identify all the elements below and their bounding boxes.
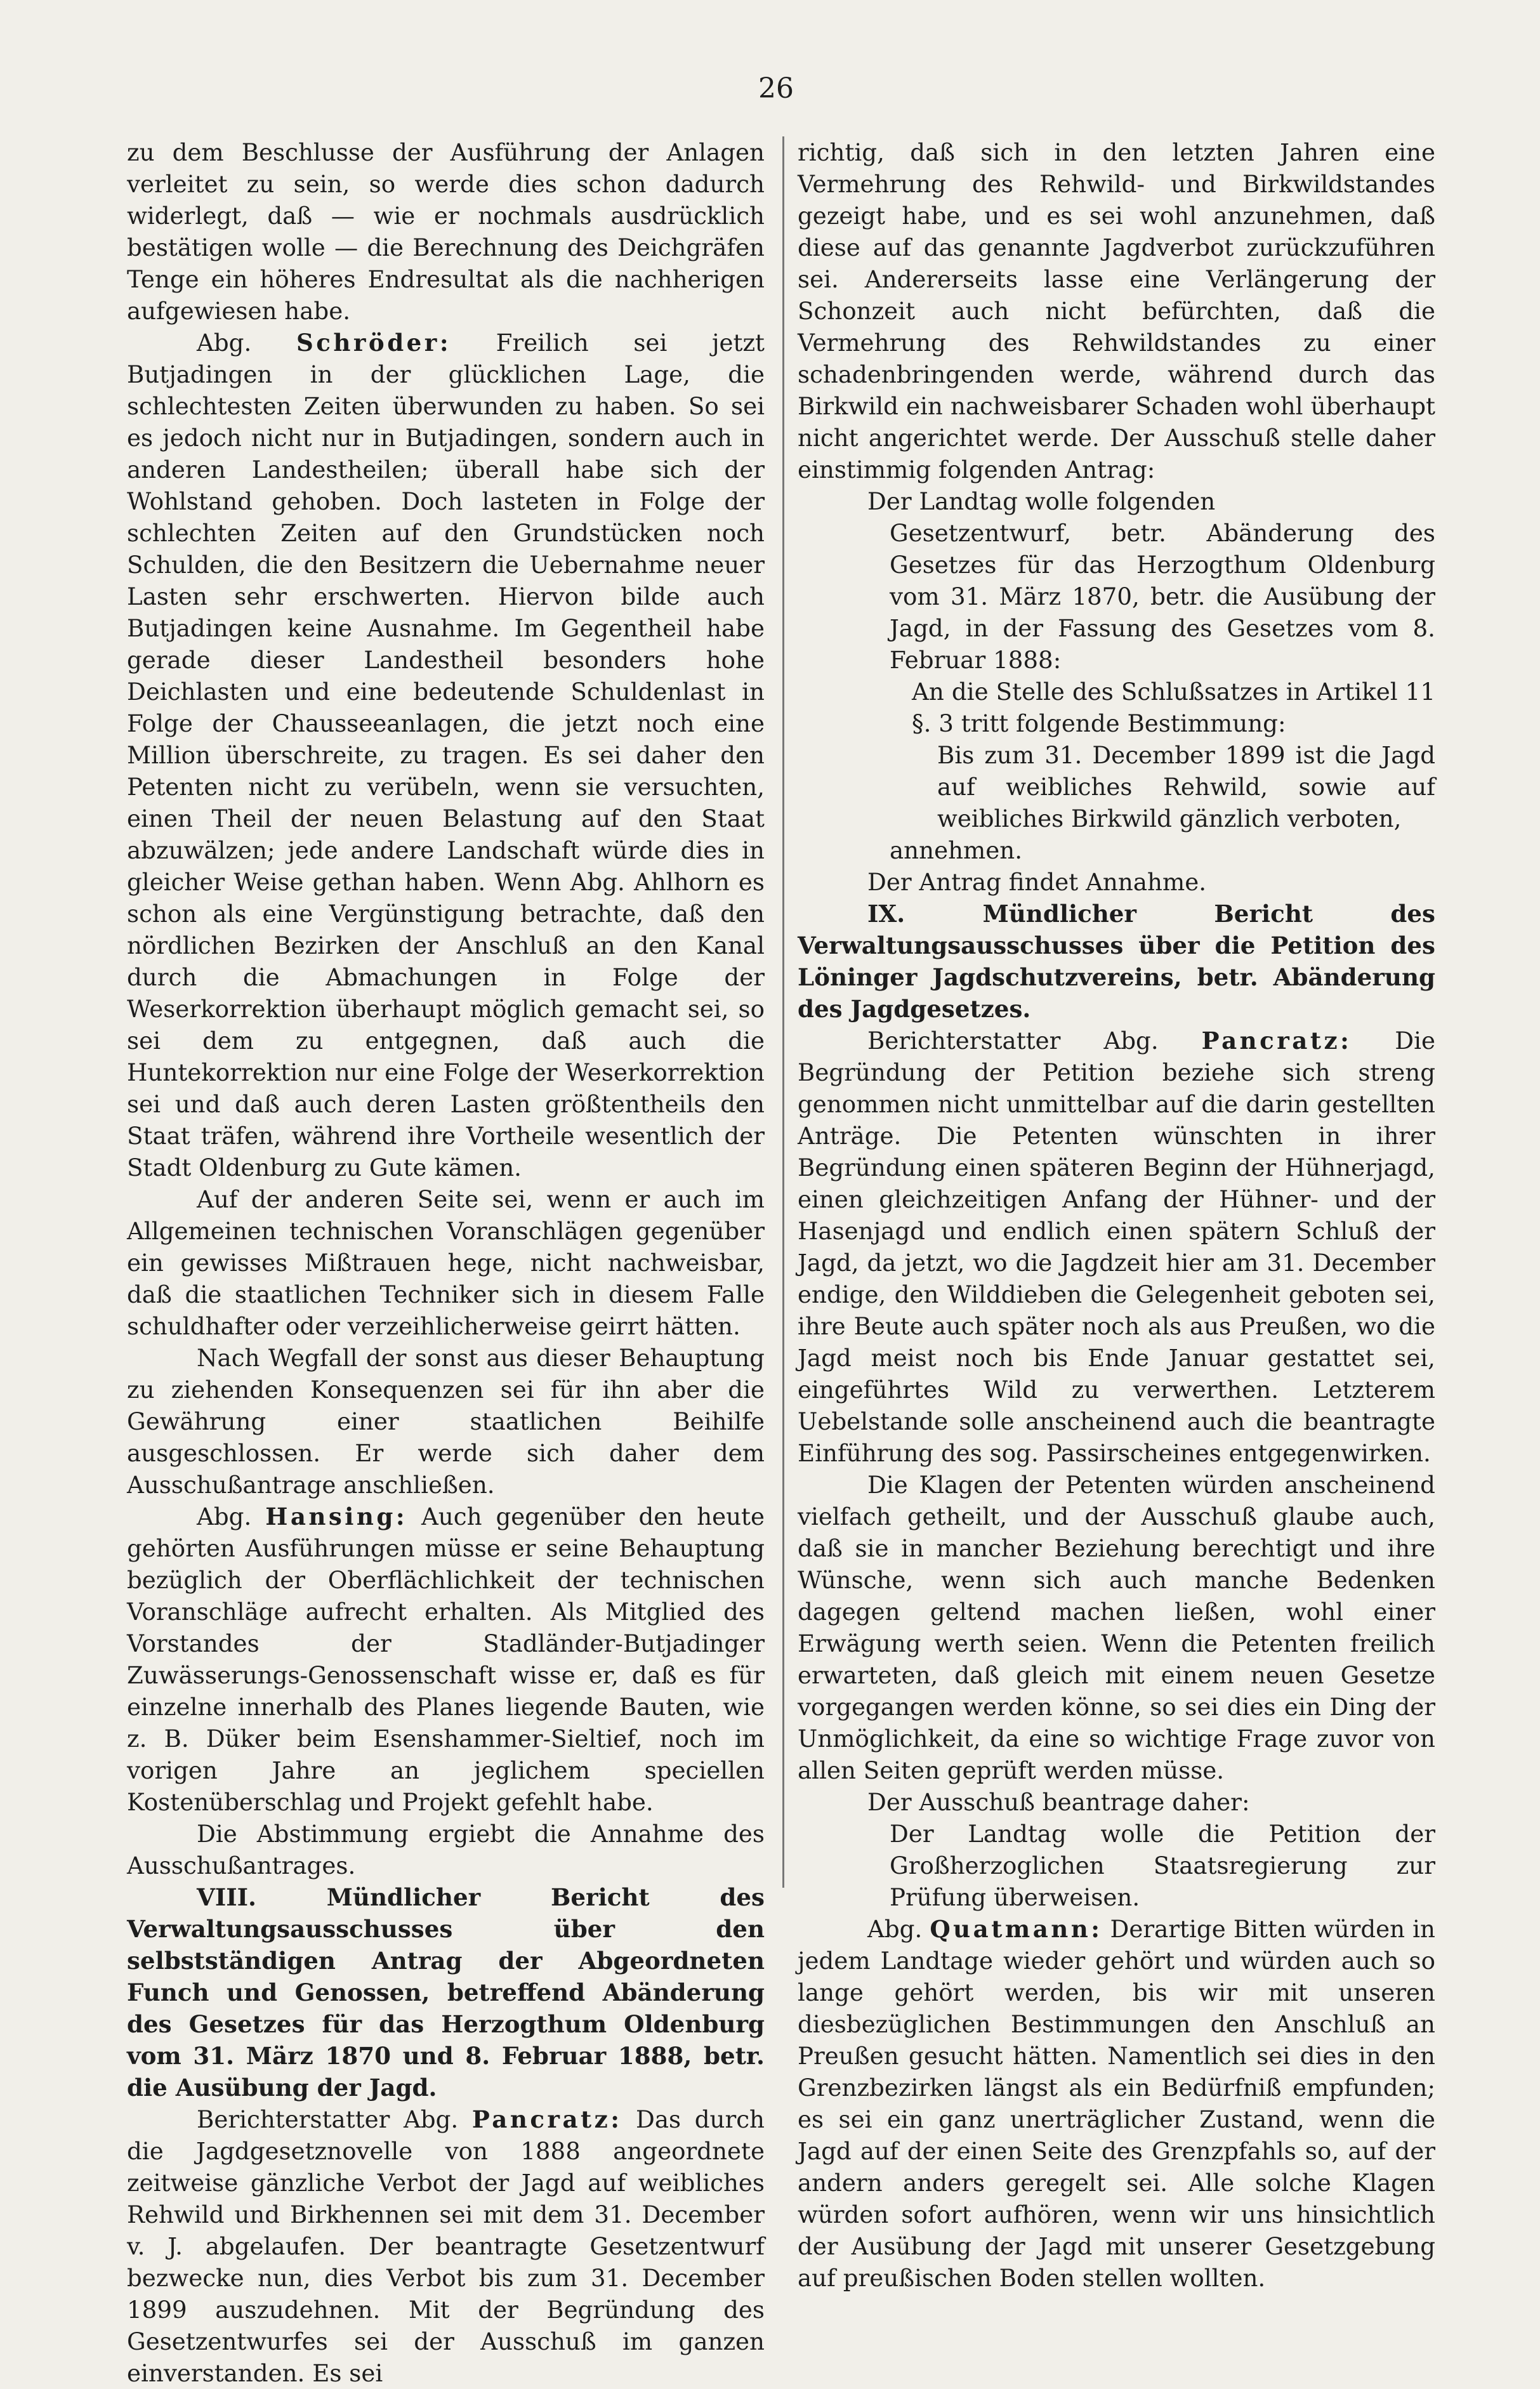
- column-divider: [782, 136, 784, 1888]
- speech-paragraph: [127, 327, 765, 1183]
- page-number: 26: [758, 72, 794, 105]
- speech-text: Freilich sei jetzt Butjadingen in der glücklichen Lage, die schlechtesten Zeiten überwunden zu haben. So sei es jedoch nicht nur in Butjadingen, sondern auch in anderen Landestheilen; überall habe sich der Wohlstand gehoben. Doch lasteten in Folge der schlechten Zeiten auf den Grundstücken noch Schulden, die den Besitzern die Uebernahme neuer Lasten sehr erschwerten. Hiervon bilde auch Butjadingen keine Ausnahme. Im Gegentheil habe gerade dieser Landestheil besonders hohe Deichlasten und eine bedeutende Schuldenlast in Folge der Chausseeanlagen, die jetzt noch eine Million überschreite, zu tragen. Es sei daher den Petenten nicht zu verübeln, wenn sie versuchten, einen Theil der neuen Belastung auf den Staat abzuwälzen; jede andere Landschaft würde dies in gleicher Weise gethan haben. Wenn Abg. Ahlhorn es schon als eine Vergünstigung betrachte, daß den nördlichen Bezirken der Anschluß an den Kanal durch die Abmachungen in Folge der Weserkorrektion überhaupt möglich gemacht sei, so sei dem zu entgegnen, daß auch die Huntekorrektion nur eine Folge der Weserkorrektion sei und daß auch deren Lasten größtentheils den Staat träfen, während ihre Vortheile wesentlich der Stadt Oldenburg zu Gute kämen.: [127, 329, 765, 1181]
- paragraph: Die Klagen der Petenten würden anscheinend vielfach getheilt, und der Ausschuß glaube auch, daß sie in mancher Beziehung berechtigt und ihre Wünsche, wenn sich auch manche Bedenken dagegen geltend machen ließen, wohl einer Erwägung werth seien. Wenn die Petenten freilich erwarteten, daß gleich mit einem neuen Gesetze vorgegangen werden könne, so sei dies ein Ding der Unmöglichkeit, da eine so wichtige Frage zuvor von allen Seiten geprüft werden müsse.: [798, 1471, 1435, 1784]
- paragraph: Nach Wegfall der sonst aus dieser Behauptung zu ziehenden Konsequenzen sei für ihn aber die Gewährung einer staatlichen Beihilfe ausgeschlossen. Er werde sich daher dem Ausschußantrage anschließen.: [127, 1344, 765, 1499]
- speaker-prefix: Abg.: [197, 329, 252, 357]
- section-title: Mündlicher Bericht des Verwaltungsausschusses über die Petition des Löninger Jagdschutzvereins, betr. Abänderung des Jagdgesetzes.: [798, 900, 1435, 1023]
- speaker-prefix: Berichterstatter Abg.: [197, 2105, 459, 2133]
- speaker-name: Pancratz:: [1201, 1027, 1352, 1055]
- paragraph: Auf der anderen Seite sei, wenn er auch im Allgemeinen technischen Voranschlägen gegenüber ein gewisses Mißtrauen hege, nicht nachweisbar, daß die staatlichen Techniker sich in diesem Falle schuldhafter oder verzeihlicherweise geirrt hätten.: [127, 1185, 765, 1340]
- speaker-name: Pancratz:: [471, 2105, 622, 2133]
- speaker-prefix: Berichterstatter Abg.: [867, 1027, 1159, 1055]
- speaker-name: Hansing:: [265, 1503, 408, 1530]
- speech-paragraph: [798, 1025, 1435, 1469]
- speaker-name: Schröder:: [296, 329, 452, 357]
- section-heading: [798, 898, 1435, 1025]
- speaker-name: Quatmann:: [930, 1915, 1103, 1943]
- paragraph: Der Ausschuß beantrage daher:: [867, 1788, 1250, 1816]
- motion-rule: Bis zum 31. December 1899 ist die Jagd auf weibliches Rehwild, sowie auf weibliches Birkwild gänzlich verboten,: [937, 741, 1435, 833]
- paragraph: zu dem Beschlusse der Ausführung der Anlagen verleitet zu sein, so werde dies schon dadurch widerlegt, daß — wie er nochmals ausdrücklich bestätigen wolle — die Berechnung des Deichgräfen Tenge ein höheres Endresultat als die nachherigen aufgewiesen habe.: [127, 138, 765, 325]
- speech-text: Derartige Bitten würden in jedem Landtage wieder gehört und würden auch so lange gehört werden, bis wir mit unseren diesbezüglichen Bestimmungen den Anschluß an Preußen gesucht hätten. Namentlich sei dies in den Grenzbezirken längst als ein Bedürfniß empfunden; es sei ein ganz unerträglicher Zustand, wenn die Jagd auf der einen Seite des Grenzpfahls so, auf der andern anders geregelt sei. Alle solche Klagen würden sofort aufhören, wenn wir uns hinsichtlich der Ausübung der Jagd mit unserer Gesetzgebung auf preußischen Boden stellen wollten.: [798, 1915, 1435, 2292]
- motion-end: annehmen.: [890, 836, 1023, 864]
- speaker-prefix: Abg.: [867, 1915, 923, 1943]
- motion-text: Der Landtag wolle die Petition der Großherzoglichen Staatsregierung zur Prüfung überweisen.: [890, 1820, 1435, 1911]
- speech-text: Das durch die Jagdgesetznovelle von 1888 angeordnete zeitweise gänzliche Verbot der Jagd auf weibliches Rehwild und Birkhennen sei mit dem 31. December v. J. abgelaufen. Der beantragte Gesetzentwurf bezwecke nun, dies Verbot bis zum 31. December 1899 auszudehnen. Mit der Begründung des Gesetzentwurfes sei der Ausschuß im ganzen einverstanden. Es sei: [127, 2105, 765, 2387]
- speech-text: Auch gegenüber den heute gehörten Ausführungen müsse er seine Behauptung bezüglich der Oberflächlichkeit der technischen Voranschläge aufrecht erhalten. Als Mitglied des Vorstandes der Stadländer-Butjadinger Zuwässerungs-Genossenschaft wisse er, daß es für einzelne innerhalb des Planes liegende Bauten, wie z. B. Düker beim Esenshammer-Sieltief, noch im vorigen Jahre an jeglichem speciellen Kostenüberschlag und Projekt gefehlt habe.: [127, 1503, 765, 1816]
- motion-subtext: An die Stelle des Schlußsatzes in Artikel 11 §. 3 tritt folgende Bestimmung:: [912, 678, 1435, 737]
- speaker-prefix: Abg.: [197, 1503, 252, 1530]
- paragraph: Die Abstimmung ergiebt die Annahme des Ausschußantrages.: [127, 1820, 765, 1879]
- right-column: [798, 136, 1435, 2294]
- speech-paragraph: [127, 2103, 765, 2389]
- speech-text: Die Begründung der Petition beziehe sich streng genommen nicht unmittelbar auf die darin gestellten Anträge. Die Petenten wünschten in ihrer Begründung einen späteren Beginn der Hühnerjagd, einen gleichzeitigen Anfang der Hühner- und der Hasenjagd und endlich einen spätern Schluß der Jagd, da jetzt, wo die Jagdzeit hier am 31. December endige, den Wilddieben die Gelegenheit geboten sei, ihre Beute auch später noch als aus Preußen, wo die Jagd meist noch bis Ende Januar gestattet sei, eingeführtes Wild zu verwerthen. Letzterem Uebelstande solle anscheinend auch die beantragte Einführung des sog. Passirscheines entgegenwirken.: [798, 1027, 1435, 1467]
- section-number: VIII.: [197, 1883, 256, 1911]
- section-number: IX.: [867, 900, 905, 928]
- paragraph: richtig, daß sich in den letzten Jahren eine Vermehrung des Rehwild- und Birkwildstandes gezeigt habe, und es sei wohl anzunehmen, daß diese auf das genannte Jagdverbot zurückzuführen sei. Andererseits lasse eine Verlängerung der Schonzeit auch nicht befürchten, daß die Vermehrung des Rehwildstandes zu einer schadenbringenden werde, während durch das Birkwild ein nachweisbarer Schaden wohl überhaupt nicht angerichtet werde. Der Ausschuß stelle daher einstimmig folgenden Antrag:: [798, 138, 1435, 484]
- speech-paragraph: [127, 1501, 765, 1818]
- motion-line: Der Landtag wolle folgenden: [867, 487, 1216, 515]
- section-heading: [127, 1881, 765, 2103]
- section-title: Mündlicher Bericht des Verwaltungsausschusses über den selbstständigen Antrag der Abgeordneten Funch und Genossen, betreffend Abänderung des Gesetzes für das Herzogthum Oldenburg vom 31. März 1870 und 8. Februar 1888, betr. die Ausübung der Jagd.: [127, 1883, 765, 2102]
- paragraph: Der Antrag findet Annahme.: [867, 868, 1207, 896]
- speech-paragraph: [798, 1913, 1435, 2294]
- motion-text: Gesetzentwurf, betr. Abänderung des Gesetzes für das Herzogthum Oldenburg vom 31. März 1870, betr. die Ausübung der Jagd, in der Fassung des Gesetzes vom 8. Februar 1888:: [890, 519, 1435, 674]
- left-column: [127, 136, 765, 2389]
